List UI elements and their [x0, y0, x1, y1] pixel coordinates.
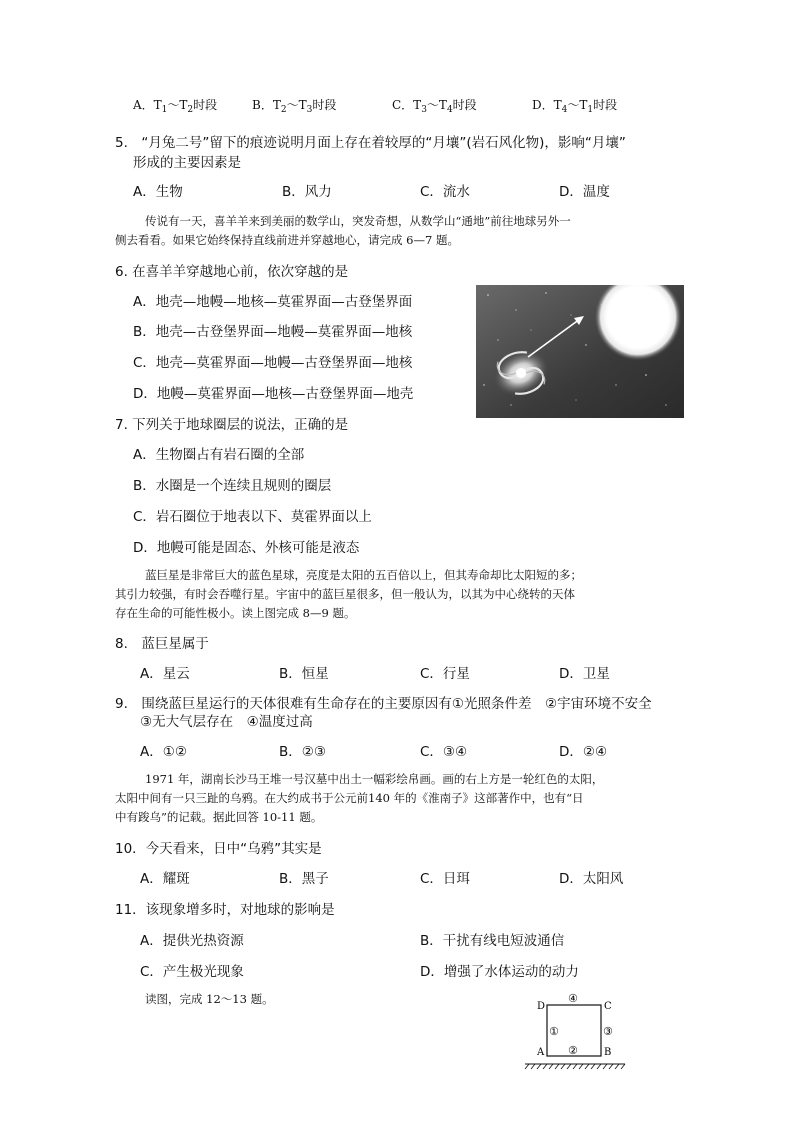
passage-2-line1: 蓝巨星是非常巨大的蓝色星球，亮度是太阳的五百倍以上，但其寿命却比太阳短的多；: [145, 568, 582, 582]
q5-option-d: D．温度: [559, 184, 610, 200]
q6-stem: 6. 在喜羊羊穿越地心前，依次穿越的是: [115, 264, 349, 280]
passage-2-line2: 其引力较强，有时会吞噬行星。宇宙中的蓝巨星很多，但一般认为，以其为中心绕转的天体: [115, 587, 575, 601]
q6-option-d: D．地幔—莫霍界面—地核—古登堡界面—地壳: [133, 386, 414, 402]
corner-d-label: D: [537, 1001, 546, 1012]
corner-c-label: C: [604, 1001, 612, 1012]
label-left: ①: [549, 1025, 559, 1038]
q9-option-a: A．①②: [140, 744, 187, 760]
q5-option-a: A．生物: [133, 184, 183, 200]
q5-stem-line2: 形成的主要因素是: [133, 155, 241, 171]
q10-option-b: B．黑子: [279, 871, 329, 887]
q10-option-d: D．太阳风: [559, 871, 624, 887]
q10-option-a: A．耀斑: [140, 871, 190, 887]
q11-option-c: C．产生极光现象: [140, 964, 244, 980]
q4-option-c: C．$T_3\sim T_4$时段: [392, 98, 477, 115]
q11-stem: 11．该现象增多时，对地球的影响是: [115, 902, 335, 918]
label-right: ③: [603, 1025, 613, 1038]
corner-b-label: B: [604, 1047, 612, 1058]
q6-option-b: B．地壳—古登堡界面—地幔—莫霍界面—地核: [133, 324, 413, 340]
q11-option-d: D．增强了水体运动的动力: [420, 964, 579, 980]
q8-option-d: D．卫星: [559, 666, 610, 682]
circulation-diagram: [515, 988, 635, 1070]
q8-option-c: C．行星: [420, 666, 470, 682]
q7-option-c: C．岩石圈位于地表以下、莫霍界面以上: [133, 509, 372, 525]
passage-2-line3: 存在生命的可能性极小。读上图完成 8—9 题。: [115, 606, 356, 620]
q8-option-b: B．恒星: [279, 666, 329, 682]
passage-3-line1: 1971 年，湖南长沙马王堆一号汉墓中出土一幅彩绘帛画。画的右上方是一轮红色的太阳，: [145, 772, 604, 786]
label-bottom: ②: [568, 1044, 578, 1057]
q6-option-a: A．地壳—地幔—地核—莫霍界面—古登堡界面: [133, 294, 413, 310]
q4-option-a: A．$T_1\sim T_2$时段: [133, 98, 218, 115]
q10-stem: 10．今天看来，日中“乌鸦”其实是: [115, 841, 322, 857]
q7-option-d: D．地幔可能是固态、外核可能是液态: [133, 540, 360, 556]
q4-option-b: B．$T_2\sim T_3$时段: [252, 98, 337, 115]
q6-option-c: C．地壳—莫霍界面—地幔—古登堡界面—地核: [133, 355, 413, 371]
q7-option-a: A．生物圈占有岩石圈的全部: [133, 447, 305, 463]
passage-1-line1: 传说有一天，喜羊羊来到美丽的数学山，突发奇想，从数学山“通地”前往地球另外一: [145, 214, 571, 228]
q7-option-b: B．水圈是一个连续且规则的圈层: [133, 478, 332, 494]
passage-3-line3: 中有踆乌”的记载。据此回答 10-11 题。: [115, 810, 323, 824]
galaxy-star-illustration: [476, 285, 684, 418]
q9-option-d: D．②④: [559, 744, 608, 760]
q5-stem-line1: 5. “月兔二号”留下的痕迹说明月面上存在着较厚的“月壤”(岩石风化物)，影响“月壤”: [115, 135, 626, 151]
label-top: ④: [568, 992, 578, 1005]
q8-stem: 8. 蓝巨星属于: [115, 636, 209, 652]
q10-option-c: C．日珥: [420, 871, 470, 887]
passage-3-line2: 太阳中间有一只三趾的乌鸦。在大约成书于公元前140 年的《淮南子》这部著作中，也有“日: [115, 791, 584, 805]
q5-option-b: B．风力: [282, 184, 332, 200]
q8-option-a: A．星云: [140, 666, 190, 682]
q9-option-b: B．②③: [279, 744, 326, 760]
q5-option-c: C．流水: [420, 184, 470, 200]
corner-a-label: A: [537, 1047, 545, 1058]
ground-hatching: [525, 1064, 625, 1069]
q9-stem-line1: 9. 围绕蓝巨星运行的天体很难有生命存在的主要原因有①光照条件差 ②宇宙环境不安全: [115, 696, 652, 712]
space-image: [476, 285, 684, 418]
q11-option-b: B．干扰有线电短波通信: [420, 933, 565, 949]
q7-stem: 7. 下列关于地球圈层的说法，正确的是: [115, 417, 349, 433]
q9-option-c: C．③④: [420, 744, 468, 760]
q4-option-d: D．$T_4\sim T_1$时段: [532, 98, 618, 115]
passage-4: 读图，完成 12～13 题。: [145, 992, 274, 1006]
q11-option-a: A．提供光热资源: [140, 933, 244, 949]
passage-1-line2: 侧去看看。如果它始终保持直线前进并穿越地心，请完成 6—7 题。: [115, 233, 459, 247]
q9-stem-line2: ③无大气层存在 ④温度过高: [140, 714, 313, 730]
